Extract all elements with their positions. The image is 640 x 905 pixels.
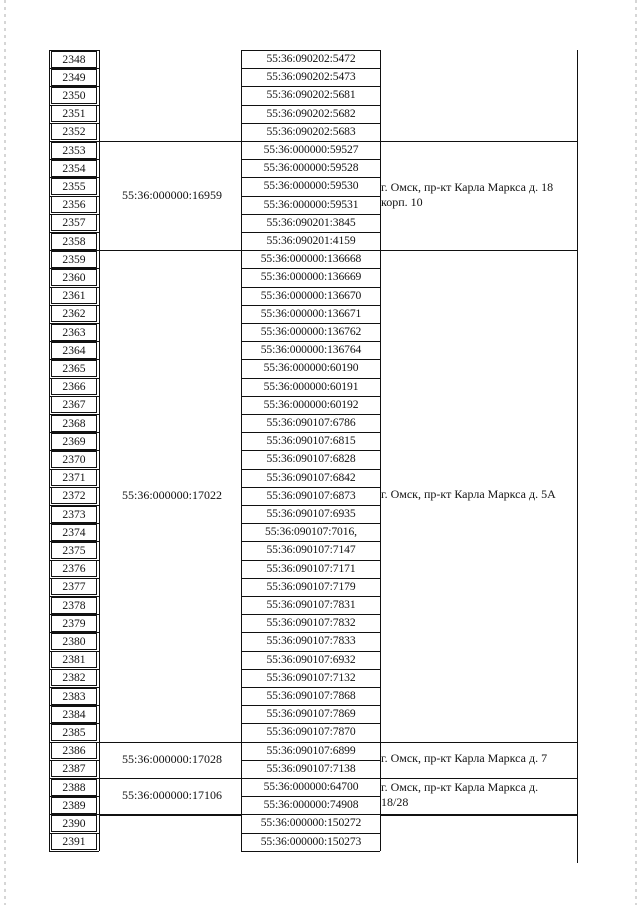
- cadastral-number: 55:36:090107:7138: [266, 761, 356, 775]
- parcel-number: 55:36:000000:16959: [121, 187, 222, 202]
- cadastral-number: 55:36:000000:136764: [260, 343, 362, 357]
- cadastral-number: 55:36:090107:6786: [266, 416, 356, 429]
- address-line: 18/28: [381, 795, 409, 810]
- cadastral-number: 55:36:000000:136762: [260, 325, 362, 338]
- row-number: 2386: [62, 744, 86, 758]
- group-rule: [380, 141, 577, 142]
- row-number: 2361: [62, 289, 86, 303]
- cadastral-number: 55:36:000000:60192: [263, 397, 359, 411]
- cadastral-number: 55:36:090202:5473: [266, 70, 356, 84]
- cadastral-number: 55:36:090107:7179: [266, 579, 356, 593]
- cadastral-number: 55:36:090107:6899: [266, 743, 356, 757]
- cadastral-number: 55:36:090107:6932: [266, 652, 356, 666]
- row-number: 2369: [62, 434, 86, 448]
- row-number: 2358: [62, 234, 86, 248]
- row-number: 2364: [62, 343, 86, 357]
- group-rule: [99, 778, 241, 779]
- row-number: 2372: [62, 489, 86, 503]
- row-number: 2384: [62, 707, 86, 721]
- row-rule: [241, 851, 380, 852]
- row-number: 2359: [62, 252, 86, 266]
- group-rule: [99, 814, 241, 815]
- row-number: 2385: [62, 725, 86, 739]
- row-number: 2375: [62, 543, 86, 557]
- cadastral-number: 55:36:000000:64700: [263, 780, 359, 793]
- cadastral-number: 55:36:000000:59528: [263, 161, 359, 175]
- group-rule: [99, 250, 241, 251]
- address: [381, 180, 577, 210]
- cadastral-number: 55:36:090202:5682: [266, 106, 356, 120]
- row-number: 2373: [62, 507, 86, 521]
- row-number: 2374: [62, 525, 86, 539]
- group-rule: [99, 742, 241, 743]
- cadastral-number: 55:36:090107:7147: [266, 543, 356, 557]
- group-rule: [380, 250, 577, 251]
- group-rule: [99, 141, 241, 142]
- address: [381, 751, 577, 766]
- row-number: 2367: [62, 398, 86, 412]
- cadastral-number: 55:36:090107:6842: [266, 470, 356, 484]
- row-number: 2382: [62, 671, 86, 685]
- row-number: 2383: [62, 689, 86, 703]
- row-number: 2366: [62, 380, 86, 394]
- cadastral-number: 55:36:000000:136669: [260, 270, 362, 284]
- group-rule: [380, 742, 577, 743]
- row-number: 2365: [62, 361, 86, 375]
- cadastral-number: 55:36:090201:3845: [266, 215, 356, 229]
- row-number: 2363: [62, 325, 86, 339]
- address: [381, 487, 577, 502]
- cadastral-number: 55:36:090107:7832: [266, 616, 356, 630]
- cadastral-number: 55:36:000000:74908: [263, 798, 359, 812]
- address-line: г. Омск, пр-кт Карла Маркса д. 7: [381, 751, 548, 766]
- row-number: 2355: [62, 179, 86, 193]
- row-number: 2388: [62, 780, 86, 794]
- column-rule-3: [380, 50, 381, 851]
- cadastral-number: 55:36:090107:7869: [266, 707, 356, 721]
- cadastral-number: 55:36:090202:5681: [266, 88, 356, 102]
- cadastral-number: 55:36:090107:6815: [266, 434, 356, 448]
- cadastral-number: 55:36:000000:136670: [260, 288, 362, 302]
- address-line: г. Омск, пр-кт Карла Маркса д. 5А: [381, 487, 556, 502]
- cadastral-number: 55:36:090107:6828: [266, 452, 356, 466]
- address-line: корп. 10: [381, 194, 423, 209]
- cadastral-number: 55:36:090201:4159: [266, 234, 356, 247]
- group-rule: [380, 814, 577, 815]
- cadastral-number: 55:36:090107:7868: [266, 689, 356, 702]
- address: [381, 780, 577, 810]
- row-number: 2350: [62, 88, 86, 102]
- cadastral-number: 55:36:090107:7870: [266, 725, 356, 739]
- cadastral-number: 55:36:090107:7132: [266, 670, 356, 684]
- row-number: 2381: [62, 653, 86, 667]
- parcel-number: 55:36:000000:17106: [121, 788, 222, 803]
- row-number: 2377: [62, 580, 86, 594]
- address-line: г. Омск, пр-кт Карла Маркса д. 18: [381, 179, 554, 194]
- cadastral-number: 55:36:000000:59527: [263, 143, 359, 156]
- group-rule: [380, 778, 577, 779]
- column-rule-1: [99, 50, 100, 851]
- cadastral-number: 55:36:000000:136668: [260, 252, 362, 266]
- row-number: 2387: [62, 762, 86, 776]
- cadastral-number: 55:36:000000:60190: [263, 361, 359, 375]
- row-number: 2352: [62, 125, 86, 139]
- cadastral-number: 55:36:090107:6873: [266, 488, 356, 502]
- address-line: г. Омск, пр-кт Карла Маркса д.: [381, 780, 539, 795]
- cadastral-number: 55:36:090202:5683: [266, 124, 356, 138]
- row-number: 2371: [62, 471, 86, 485]
- row-number: 2349: [62, 70, 86, 84]
- row-number: 2353: [62, 143, 86, 157]
- cadastral-number: 55:36:090107:6935: [266, 507, 356, 520]
- row-number: 2391: [62, 835, 86, 849]
- row-number: 2370: [62, 452, 86, 466]
- cadastral-number: 55:36:090107:7171: [266, 561, 356, 575]
- row-number: 2376: [62, 562, 86, 576]
- row-number: 2360: [62, 270, 86, 284]
- row-number: 2378: [62, 598, 86, 612]
- row-number: 2380: [62, 634, 86, 648]
- cadastral-number: 55:36:000000:136671: [260, 306, 362, 320]
- cadastral-number: 55:36:000000:59530: [263, 179, 359, 193]
- cadastral-number: 55:36:090107:7016,: [265, 525, 357, 539]
- row-number: 2379: [62, 616, 86, 630]
- row-number: 2351: [62, 107, 86, 121]
- row-number: 2348: [62, 52, 86, 66]
- column-rule-right: [577, 50, 578, 863]
- row-number: 2390: [62, 816, 86, 830]
- row-number: 2356: [62, 198, 86, 212]
- row-number: 2357: [62, 216, 86, 230]
- row-number: 2362: [62, 307, 86, 321]
- cadastral-number: 55:36:000000:59531: [263, 197, 359, 211]
- cadastral-number: 55:36:000000:150272: [260, 816, 362, 830]
- parcel-number: 55:36:000000:17028: [121, 751, 222, 766]
- cadastral-number: 55:36:090202:5472: [266, 52, 356, 65]
- parcel-number: 55:36:000000:17022: [121, 487, 222, 502]
- cadastral-number: 55:36:090107:7833: [266, 634, 356, 648]
- row-number: 2354: [62, 161, 86, 175]
- cadastral-number: 55:36:000000:60191: [263, 379, 359, 393]
- row-number: 2368: [62, 416, 86, 430]
- cadastral-number: 55:36:000000:150273: [260, 834, 362, 848]
- cadastral-number: 55:36:090107:7831: [266, 598, 356, 611]
- row-number: 2389: [62, 798, 86, 812]
